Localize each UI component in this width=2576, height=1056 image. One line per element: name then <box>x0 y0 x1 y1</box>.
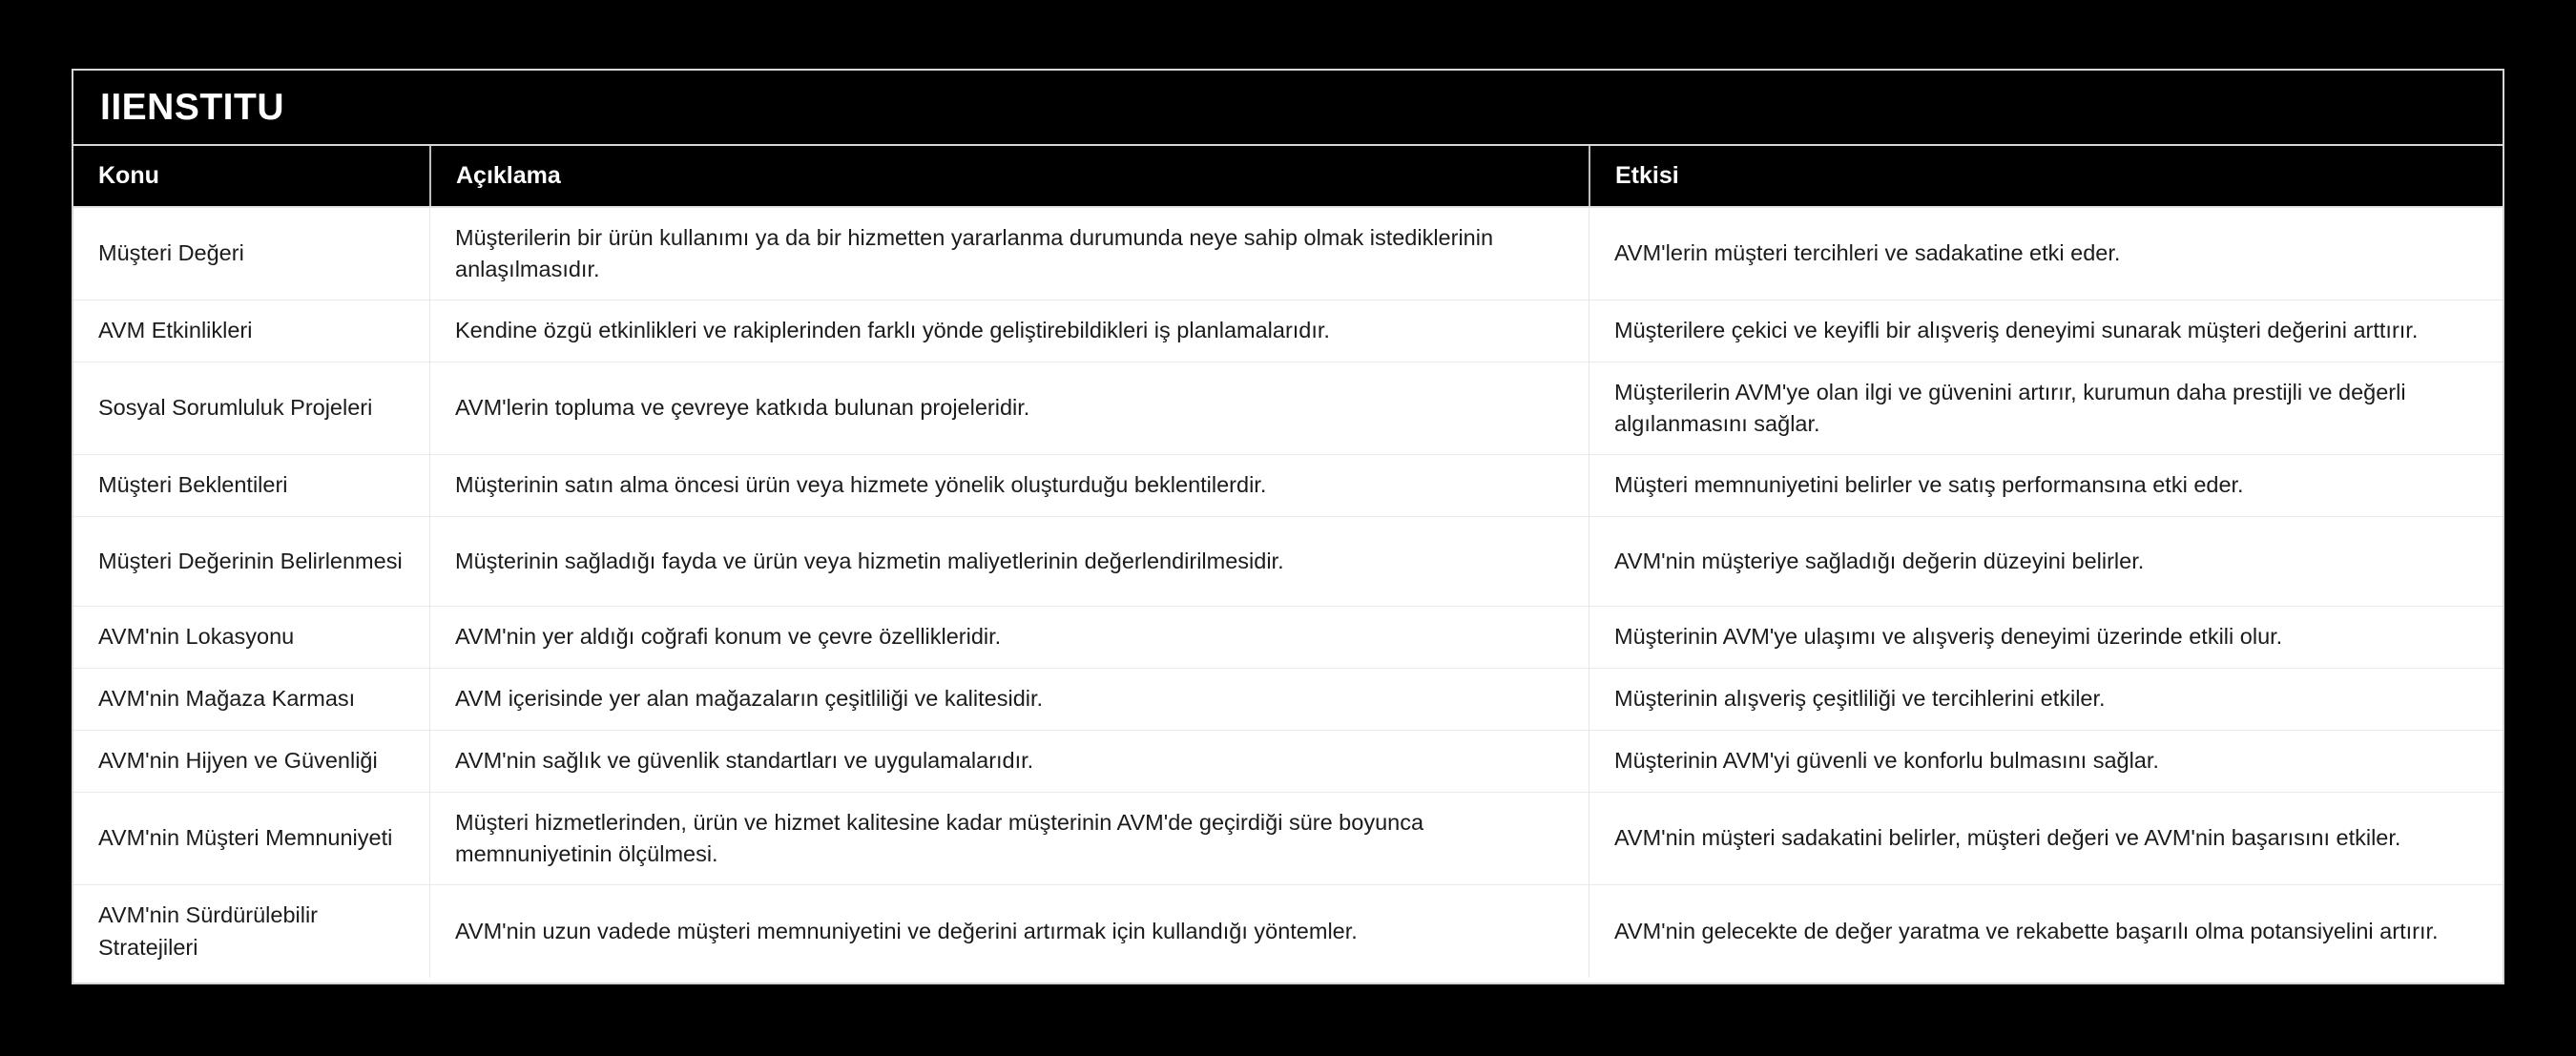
cell-aciklama-text: AVM içerisinde yer alan mağazaların çeşitliliği ve kalitesidir. <box>455 686 1044 712</box>
cell-etkisi <box>1589 731 2503 792</box>
cell-aciklama <box>429 300 1589 362</box>
cell-aciklama-text: AVM'nin uzun vadede müşteri memnuniyetini ve değerini artırmak için kullandığı yöntemler. <box>455 918 1358 943</box>
cell-etkisi <box>1589 455 2503 516</box>
cell-aciklama <box>429 731 1589 792</box>
cell-konu-text: AVM'nin Lokasyonu <box>98 624 295 650</box>
cell-konu <box>73 517 429 606</box>
cell-konu <box>73 300 429 362</box>
cell-konu <box>73 793 429 884</box>
cell-konu-text: AVM'nin Sürdürülebilir Stratejileri <box>98 902 319 960</box>
cell-aciklama <box>429 669 1589 730</box>
cell-etkisi-text: Müşterinin AVM'ye ulaşımı ve alışveriş deneyimi üzerinde etkili olur. <box>1614 624 2283 650</box>
cell-aciklama <box>429 607 1589 668</box>
cell-etkisi-text: AVM'lerin müşteri tercihleri ve sadakatine etki eder. <box>1614 240 2121 266</box>
cell-konu <box>73 607 429 668</box>
cell-etkisi <box>1589 669 2503 730</box>
cell-konu-text: Müşteri Değeri <box>98 240 244 266</box>
brand-header <box>73 71 2503 146</box>
cell-etkisi-text: AVM'nin müşteri sadakatini belirler, müşteri değeri ve AVM'nin başarısını etkiler. <box>1614 825 2401 851</box>
table-row <box>73 517 2503 607</box>
cell-konu <box>73 362 429 454</box>
cell-etkisi <box>1589 208 2503 300</box>
cell-etkisi-text: Müşterinin alışveriş çeşitliliği ve tercihlerini etkiler. <box>1614 686 2106 712</box>
cell-konu-text: Müşteri Değerinin Belirlenmesi <box>98 548 403 573</box>
table-row <box>73 793 2503 885</box>
table-row <box>73 669 2503 731</box>
cell-aciklama <box>429 362 1589 454</box>
cell-konu <box>73 885 429 978</box>
cell-aciklama-text: AVM'lerin topluma ve çevreye katkıda bulunan projeleridir. <box>455 395 1030 421</box>
brand-title: IIENSTITU <box>100 87 285 128</box>
column-header-aciklama: Açıklama <box>429 146 1589 206</box>
cell-aciklama-text: Müşterinin satın alma öncesi ürün veya hizmete yönelik oluşturduğu beklentilerdir. <box>455 472 1267 498</box>
cell-etkisi <box>1589 300 2503 362</box>
cell-aciklama-text: AVM'nin yer aldığı coğrafi konum ve çevre özellikleridir. <box>455 624 1002 650</box>
cell-aciklama-text: AVM'nin sağlık ve güvenlik standartları ve uygulamalarıdır. <box>455 748 1034 774</box>
table-row <box>73 885 2503 978</box>
column-header-konu: Konu <box>98 162 159 189</box>
cell-konu-text: Sosyal Sorumluluk Projeleri <box>98 395 373 421</box>
cell-konu-text: AVM'nin Hijyen ve Güvenliği <box>98 748 378 774</box>
table-row <box>73 300 2503 362</box>
table-row <box>73 362 2503 455</box>
cell-etkisi <box>1589 607 2503 668</box>
table-row <box>73 455 2503 517</box>
cell-aciklama <box>429 517 1589 606</box>
comparison-table <box>72 69 2504 984</box>
cell-etkisi-text: Müşterilerin AVM'ye olan ilgi ve güvenini artırır, kurumun daha prestijli ve değerli algılanmasını sağlar. <box>1614 379 2406 436</box>
cell-aciklama <box>429 208 1589 300</box>
cell-aciklama <box>429 885 1589 978</box>
cell-aciklama-text: Müşterilerin bir ürün kullanımı ya da bir hizmetten yararlanma durumunda neye sahip olmak istediklerinin anlaşılmasıdır. <box>455 224 1494 281</box>
cell-aciklama <box>429 793 1589 884</box>
cell-etkisi <box>1589 793 2503 884</box>
cell-etkisi-text: Müşteri memnuniyetini belirler ve satış performansına etki eder. <box>1614 472 2244 498</box>
cell-aciklama <box>429 455 1589 516</box>
cell-etkisi-text: AVM'nin müşteriye sağladığı değerin düzeyini belirler. <box>1614 548 2145 573</box>
cell-konu-text: Müşteri Beklentileri <box>98 472 288 498</box>
cell-aciklama-text: Müşteri hizmetlerinden, ürün ve hizmet kalitesine kadar müşterinin AVM'de geçirdiği süre boyunca memnuniyetinin ölçülmesi. <box>455 809 1424 866</box>
table-row <box>73 607 2503 669</box>
table-body <box>73 208 2503 983</box>
cell-konu <box>73 455 429 516</box>
table-row <box>73 731 2503 793</box>
cell-konu <box>73 208 429 300</box>
cell-konu-text: AVM'nin Mağaza Karması <box>98 686 356 712</box>
cell-konu-text: AVM Etkinlikleri <box>98 318 253 343</box>
cell-etkisi <box>1589 517 2503 606</box>
table-header-row <box>73 146 2503 208</box>
table-row <box>73 208 2503 300</box>
cell-etkisi-text: AVM'nin gelecekte de değer yaratma ve rekabette başarılı olma potansiyelini artırır. <box>1614 918 2439 943</box>
cell-etkisi <box>1589 362 2503 454</box>
column-header-etkisi: Etkisi <box>1589 146 2503 206</box>
cell-etkisi-text: Müşterilere çekici ve keyifli bir alışveriş deneyimi sunarak müşteri değerini arttırır. <box>1614 318 2419 343</box>
cell-aciklama-text: Kendine özgü etkinlikleri ve rakiplerinden farklı yönde geliştirebildikleri iş planlamalarıdır. <box>455 318 1330 343</box>
cell-konu-text: AVM'nin Müşteri Memnuniyeti <box>98 825 393 851</box>
cell-konu <box>73 669 429 730</box>
cell-etkisi <box>1589 885 2503 978</box>
cell-etkisi-text: Müşterinin AVM'yi güvenli ve konforlu bulmasını sağlar. <box>1614 748 2159 774</box>
cell-konu <box>73 731 429 792</box>
cell-aciklama-text: Müşterinin sağladığı fayda ve ürün veya hizmetin maliyetlerinin değerlendirilmesidir. <box>455 548 1284 573</box>
